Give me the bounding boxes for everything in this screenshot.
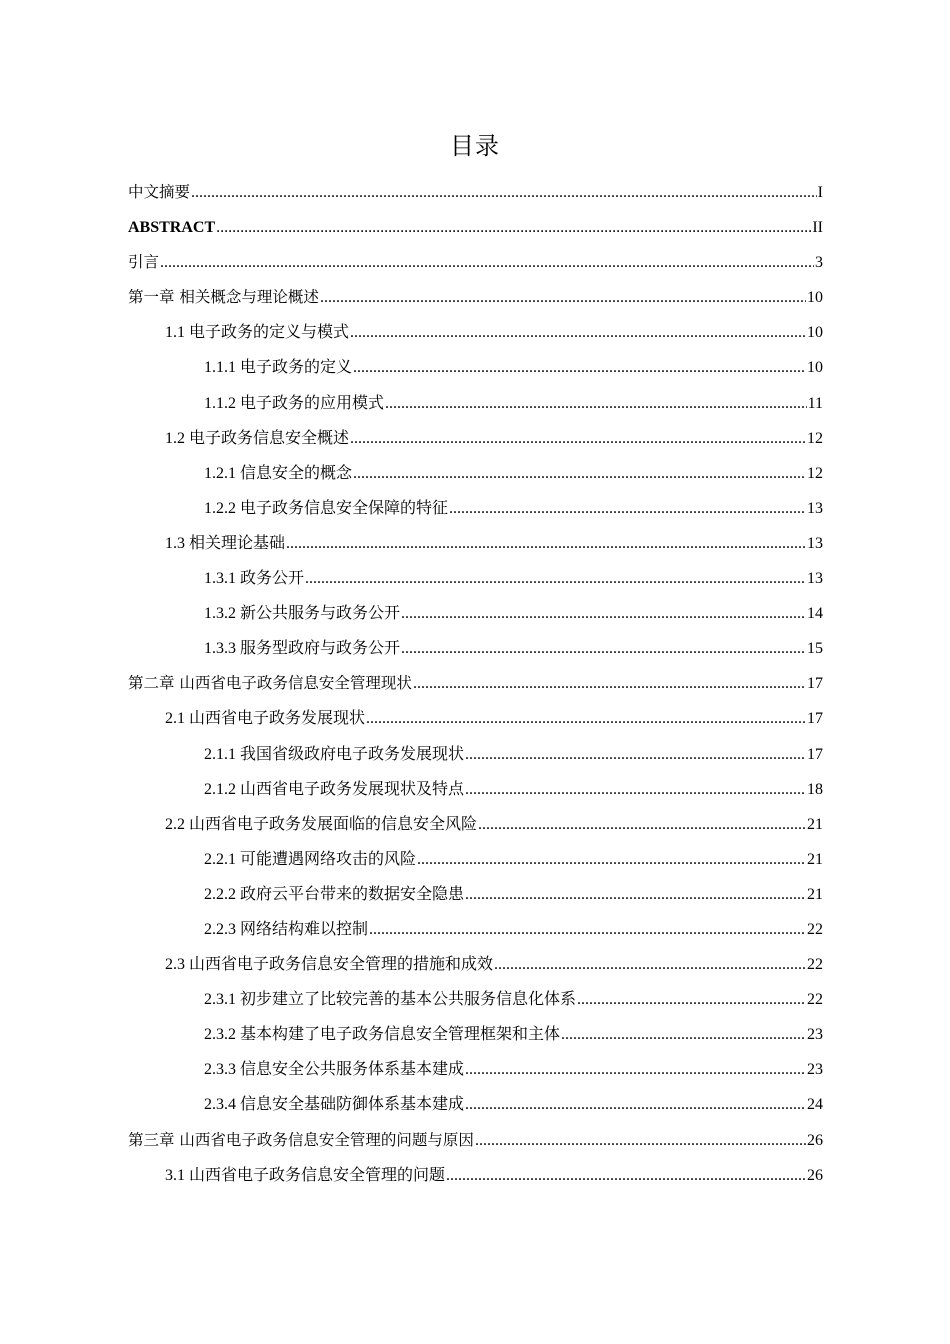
toc-entry[interactable] [128, 631, 823, 666]
toc-entry[interactable] [128, 491, 823, 526]
toc-entry[interactable] [128, 666, 823, 701]
toc-entry-label: 2.2 山西省电子政务发展面临的信息安全风险 [165, 815, 478, 833]
toc-dot-leader [320, 280, 806, 315]
toc-dot-leader [350, 315, 806, 350]
toc-entry[interactable] [128, 1017, 823, 1052]
toc-entry-label: 1.2.2 电子政务信息安全保障的特征 [204, 499, 449, 517]
toc-entry-label: 2.2.1 可能遭遇网络攻击的风险 [204, 850, 417, 868]
toc-entry-page-number: 23 [807, 1061, 823, 1079]
toc-entry-label: 中文摘要 [128, 183, 191, 201]
toc-entry-label: ABSTRACT [128, 219, 216, 237]
toc-entry-page-number: 17 [807, 675, 823, 693]
toc-entry-label: 2.3.4 信息安全基础防御体系基本建成 [204, 1096, 465, 1114]
toc-entry[interactable] [128, 877, 823, 912]
toc-dot-leader [478, 807, 806, 842]
toc-dot-leader [465, 1052, 806, 1087]
toc-entry-page-number: 13 [807, 534, 823, 552]
toc-dot-leader [350, 421, 806, 456]
toc-entry-label: 2.3.3 信息安全公共服务体系基本建成 [204, 1061, 465, 1079]
toc-entry-label: 1.3.3 服务型政府与政务公开 [204, 640, 401, 658]
toc-entry-page-number: 10 [807, 289, 823, 307]
table-of-contents [128, 175, 823, 1193]
toc-entry-page-number: I [817, 184, 823, 201]
toc-dot-leader [413, 666, 806, 701]
toc-entry-page-number: 17 [807, 745, 823, 763]
toc-entry[interactable] [128, 350, 823, 385]
toc-entry[interactable] [128, 912, 823, 947]
toc-entry-page-number: 13 [807, 570, 823, 588]
toc-entry[interactable] [128, 1158, 823, 1193]
toc-entry[interactable] [128, 842, 823, 877]
toc-entry-label: 2.1 山西省电子政务发展现状 [165, 710, 366, 728]
toc-entry[interactable] [128, 280, 823, 315]
toc-entry[interactable] [128, 245, 823, 280]
toc-entry[interactable] [128, 421, 823, 456]
toc-dot-leader [286, 526, 806, 561]
toc-entry-page-number: 18 [807, 780, 823, 798]
toc-dot-leader [401, 596, 806, 631]
toc-entry-page-number: 22 [807, 920, 823, 938]
toc-entry-label: 1.3.1 政务公开 [204, 570, 305, 588]
toc-entry-page-number: 21 [807, 850, 823, 868]
toc-entry-page-number: 13 [807, 499, 823, 517]
toc-entry[interactable] [128, 526, 823, 561]
toc-dot-leader [561, 1017, 806, 1052]
toc-entry[interactable] [128, 982, 823, 1017]
toc-dot-leader [305, 561, 806, 596]
toc-entry-label: 1.3 相关理论基础 [165, 534, 286, 552]
toc-entry[interactable] [128, 386, 823, 421]
toc-entry[interactable] [128, 737, 823, 772]
toc-dot-leader [353, 456, 806, 491]
toc-entry-page-number: 3 [815, 254, 823, 272]
toc-entry-label: 1.1.1 电子政务的定义 [204, 359, 353, 377]
toc-entry[interactable] [128, 772, 823, 807]
toc-entry-label: 1.1.2 电子政务的应用模式 [204, 394, 385, 412]
toc-entry[interactable] [128, 1123, 823, 1158]
toc-dot-leader [385, 386, 807, 421]
toc-dot-leader [475, 1123, 806, 1158]
toc-dot-leader [401, 631, 806, 666]
toc-entry-page-number: 17 [807, 710, 823, 728]
toc-entry-page-number: 12 [807, 464, 823, 482]
toc-entry-page-number: 11 [807, 394, 823, 412]
toc-entry-page-number: 26 [807, 1166, 823, 1184]
toc-dot-leader [417, 842, 806, 877]
toc-entry[interactable] [128, 456, 823, 491]
toc-entry-page-number: II [812, 219, 823, 237]
toc-entry-label: 第一章 相关概念与理论概述 [128, 288, 319, 307]
toc-dot-leader [446, 1158, 806, 1193]
toc-entry-label: 1.3.2 新公共服务与政务公开 [204, 605, 401, 623]
toc-dot-leader [353, 350, 806, 385]
toc-dot-leader [369, 912, 806, 947]
toc-entry[interactable] [128, 596, 823, 631]
toc-entry-page-number: 24 [807, 1096, 823, 1114]
toc-dot-leader [465, 1087, 806, 1122]
toc-dot-leader [465, 772, 806, 807]
toc-entry[interactable] [128, 1052, 823, 1087]
toc-entry-label: 引言 [128, 253, 160, 272]
toc-entry-page-number: 22 [807, 991, 823, 1009]
toc-entry-page-number: 21 [807, 885, 823, 903]
toc-dot-leader [494, 947, 806, 982]
toc-entry-page-number: 21 [807, 815, 823, 833]
toc-dot-leader [160, 245, 814, 280]
toc-entry-page-number: 15 [807, 640, 823, 658]
toc-entry-label: 第二章 山西省电子政务信息安全管理现状 [128, 674, 412, 693]
toc-dot-leader [366, 701, 806, 736]
toc-entry-page-number: 22 [807, 956, 823, 974]
toc-entry-label: 2.2.2 政府云平台带来的数据安全隐患 [204, 885, 465, 903]
toc-entry[interactable] [128, 210, 823, 245]
toc-entry-label: 1.2 电子政务信息安全概述 [165, 429, 350, 447]
toc-entry[interactable] [128, 1087, 823, 1122]
toc-entry-page-number: 10 [807, 359, 823, 377]
toc-dot-leader [191, 175, 817, 210]
toc-entry[interactable] [128, 561, 823, 596]
toc-entry[interactable] [128, 701, 823, 736]
toc-entry[interactable] [128, 315, 823, 350]
toc-entry-label: 2.3.1 初步建立了比较完善的基本公共服务信息化体系 [204, 991, 577, 1009]
toc-entry-label: 2.1.2 山西省电子政务发展现状及特点 [204, 780, 465, 798]
toc-dot-leader [577, 982, 806, 1017]
toc-title: 目录 [450, 132, 500, 160]
toc-entry-label: 1.1 电子政务的定义与模式 [165, 324, 350, 342]
toc-entry-label: 2.2.3 网络结构难以控制 [204, 920, 369, 938]
toc-entry-label: 2.3 山西省电子政务信息安全管理的措施和成效 [165, 956, 494, 974]
toc-entry-page-number: 23 [807, 1026, 823, 1044]
toc-entry-page-number: 10 [807, 324, 823, 342]
toc-entry-page-number: 12 [807, 429, 823, 447]
toc-entry-label: 2.1.1 我国省级政府电子政务发展现状 [204, 745, 465, 763]
toc-entry[interactable] [128, 175, 823, 210]
toc-entry-page-number: 26 [807, 1131, 823, 1149]
toc-dot-leader [216, 210, 811, 245]
toc-entry-page-number: 14 [807, 605, 823, 623]
toc-entry[interactable] [128, 807, 823, 842]
toc-dot-leader [465, 737, 806, 772]
toc-entry-label: 3.1 山西省电子政务信息安全管理的问题 [165, 1166, 446, 1184]
toc-entry-label: 2.3.2 基本构建了电子政务信息安全管理框架和主体 [204, 1026, 561, 1044]
toc-dot-leader [465, 877, 806, 912]
toc-entry-label: 第三章 山西省电子政务信息安全管理的问题与原因 [128, 1130, 474, 1149]
toc-dot-leader [449, 491, 806, 526]
toc-entry[interactable] [128, 947, 823, 982]
toc-entry-label: 1.2.1 信息安全的概念 [204, 464, 353, 482]
